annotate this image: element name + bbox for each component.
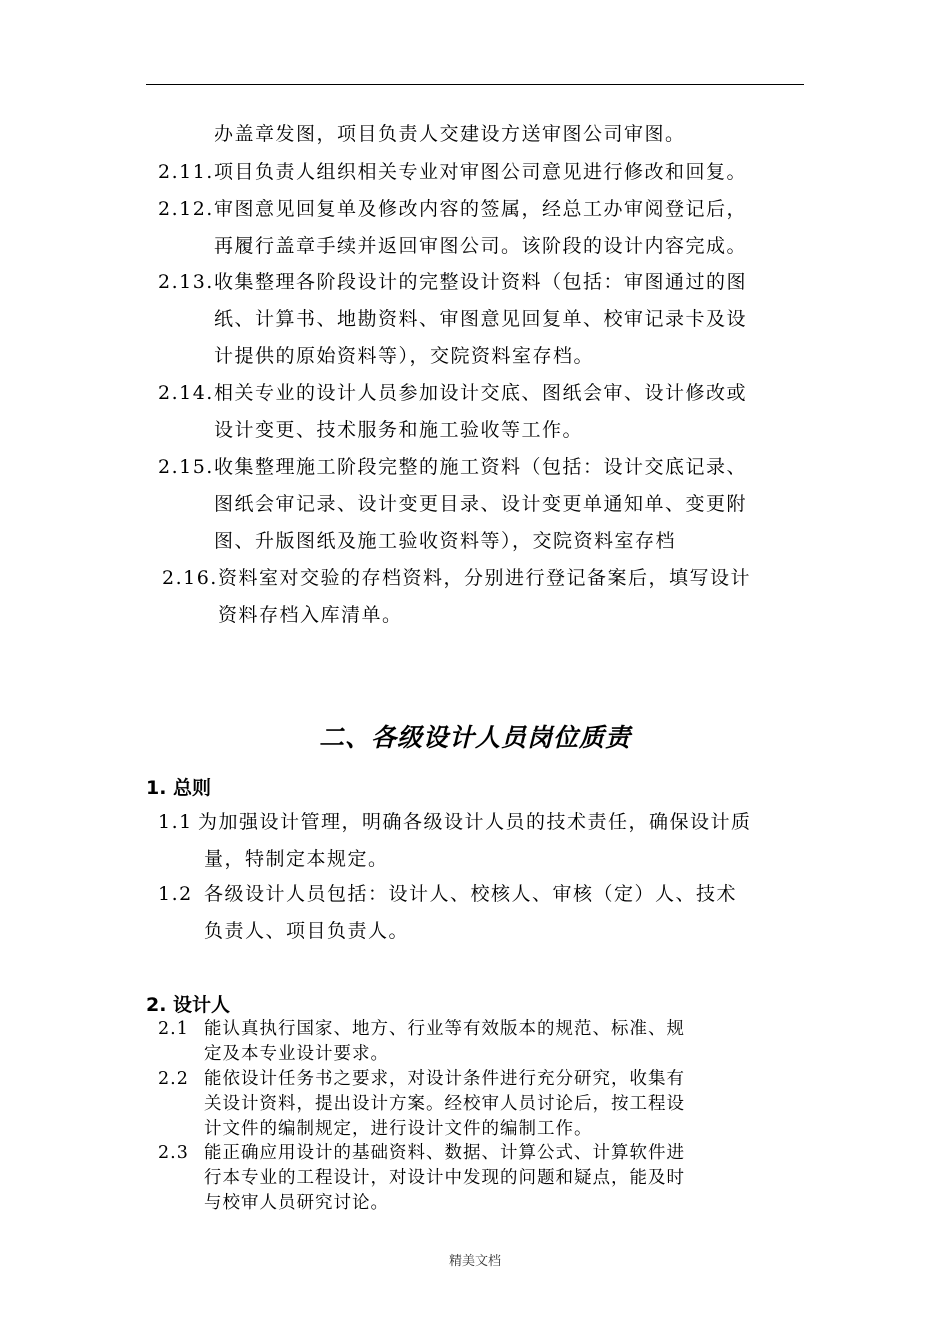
section-title: 二、各级设计人员岗位质责 (318, 723, 631, 752)
designer-heading: 2. 设计人 (146, 994, 231, 1016)
header-rule (146, 84, 804, 85)
general-heading: 1. 总则 (146, 777, 212, 799)
continuation-line: 办盖章发图，项目负责人交建设方送审图公司审图。 (214, 123, 686, 145)
page-footer: 精美文档 (448, 1254, 501, 1269)
